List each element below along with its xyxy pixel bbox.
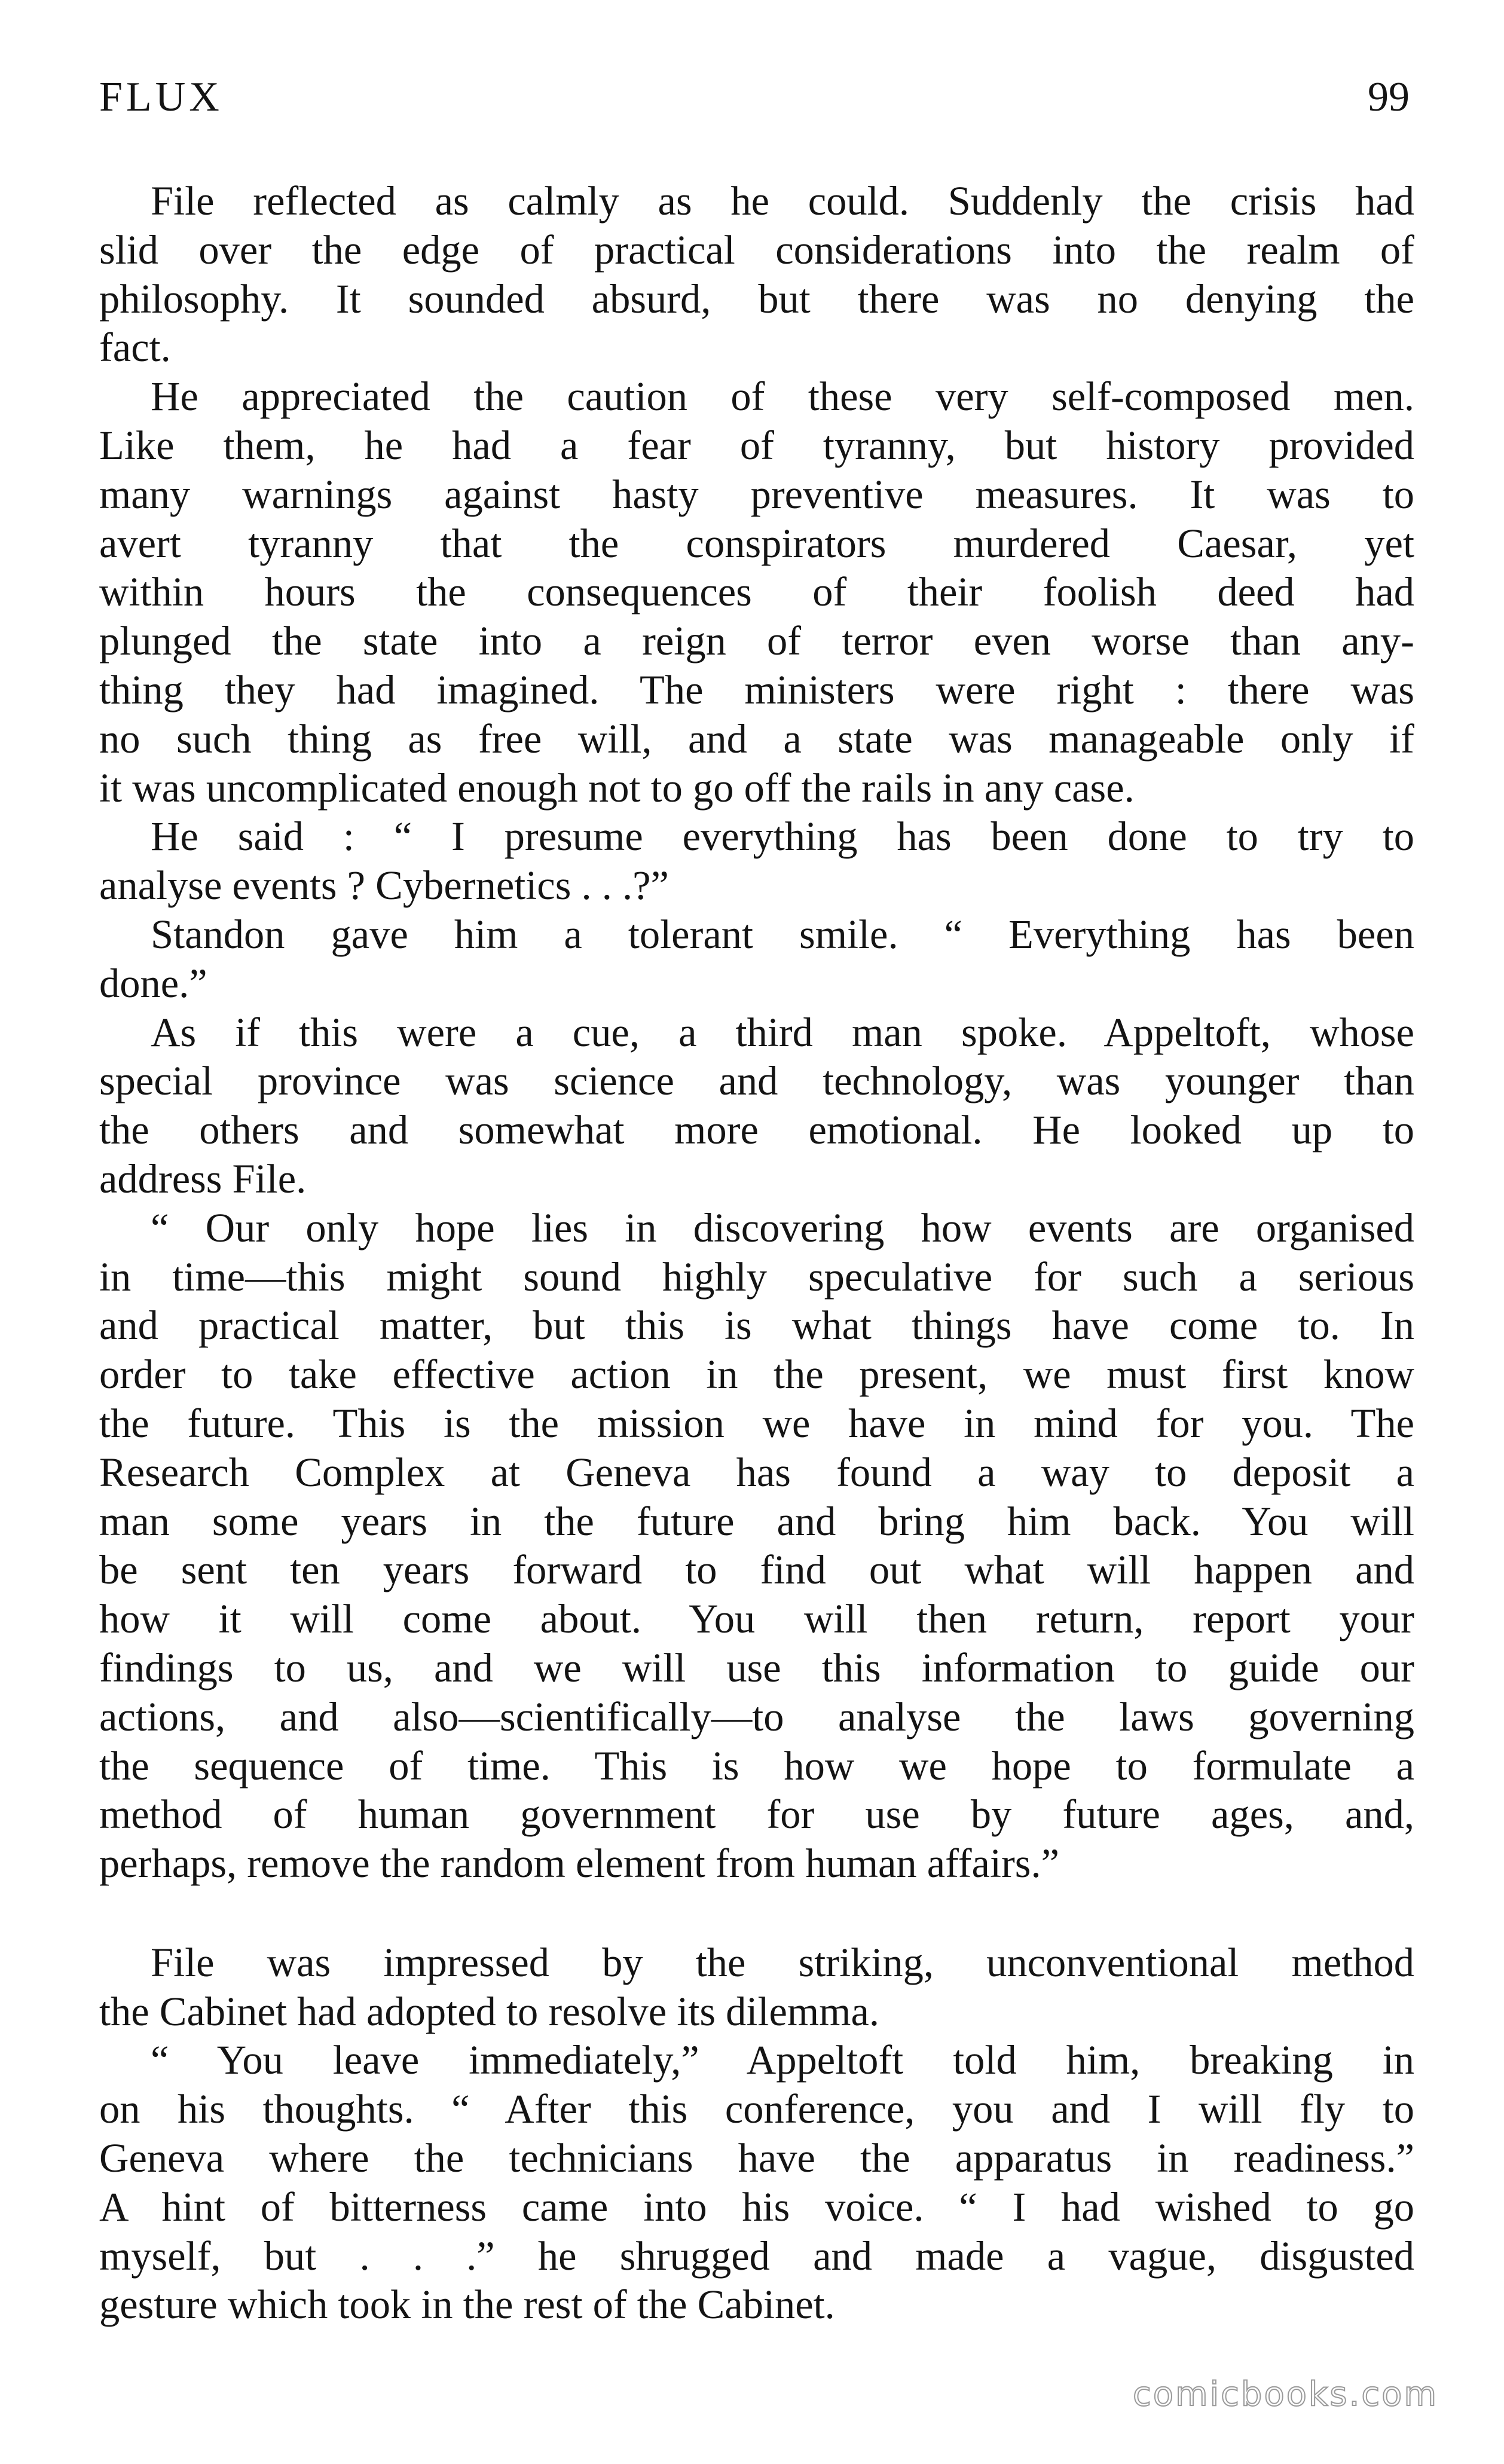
text-line: “ Our only hope lies in discovering how events are organised <box>151 1205 1414 1251</box>
text-line: and practical matter, but this is what things have come to. In <box>99 1303 1414 1349</box>
text-line: slid over the edge of practical considerations into the realm of <box>99 227 1414 273</box>
text-line: thing they had imagined. The ministers were right : there was <box>99 667 1414 713</box>
page-number: 99 <box>1368 74 1410 120</box>
text-line: no such thing as free will, and a state was manageable only if <box>99 716 1414 762</box>
text-line: perhaps, remove the random element from human affairs.” <box>99 1841 1059 1887</box>
text-line: findings to us, and we will use this information to guide our <box>99 1644 1414 1690</box>
text-line: File was impressed by the striking, unconventional method <box>151 1939 1414 1985</box>
text-line: how it will come about. You will then return, report your <box>99 1596 1414 1642</box>
text-line: the future. This is the mission we have in mind for you. The <box>99 1400 1414 1446</box>
section-break <box>99 1888 1414 1939</box>
text-line: in time—this might sound highly speculative for such a serious <box>99 1254 1414 1300</box>
text-line: He appreciated the caution of these very self-composed men. <box>151 374 1414 420</box>
text-line: address File. <box>99 1155 307 1202</box>
text-line: on his thoughts. “ After this conference, you and I will fly to <box>99 2086 1414 2132</box>
text-line: order to take effective action in the present, we must first know <box>99 1352 1414 1398</box>
text-line: plunged the state into a reign of terror even worse than any- <box>99 618 1414 664</box>
watermark-logo: comicbooks.com <box>1132 2375 1438 2414</box>
text-line: philosophy. It sounded absurd, but there was no denying the <box>99 276 1414 322</box>
text-line: the others and somewhat more emotional. He looked up to <box>99 1107 1414 1153</box>
text-line: method of human government for use by future ages, and, <box>99 1792 1414 1838</box>
text-line: avert tyranny that the conspirators murdered Caesar, yet <box>99 520 1414 566</box>
text-line: man some years in the future and bring him back. You will <box>99 1498 1414 1544</box>
text-line: fact. <box>99 325 171 371</box>
text-line: the Cabinet had adopted to resolve its dilemma. <box>99 1988 879 2034</box>
text-line: myself, but . . .” he shrugged and made a vague, disgusted <box>99 2233 1414 2279</box>
text-line: Standon gave him a tolerant smile. “ Everything has been <box>151 911 1414 957</box>
text-line: As if this were a cue, a third man spoke. Appeltoft, whose <box>151 1009 1414 1055</box>
text-line: done.” <box>99 960 207 1006</box>
text-line: it was uncomplicated enough not to go off the rails in any case. <box>99 765 1135 811</box>
text-line: Like them, he had a fear of tyranny, but history provided <box>99 422 1414 468</box>
text-line: the sequence of time. This is how we hope to formulate a <box>99 1742 1414 1789</box>
text-line: be sent ten years forward to find out what will happen and <box>99 1547 1414 1593</box>
body-text <box>99 177 1414 2330</box>
text-line: special province was science and technology, was younger than <box>99 1058 1414 1104</box>
text-line: “ You leave immediately,” Appeltoft told him, breaking in <box>151 2037 1414 2083</box>
text-line: actions, and also—scientifically—to analyse the laws governing <box>99 1693 1414 1740</box>
running-head: FLUX <box>99 74 223 120</box>
text-line: Geneva where the technicians have the apparatus in readiness.” <box>99 2135 1414 2181</box>
text-line: many warnings against hasty preventive measures. It was to <box>99 471 1414 517</box>
text-line: A hint of bitterness came into his voice. “ I had wished to go <box>99 2184 1414 2230</box>
text-line: Research Complex at Geneva has found a way to deposit a <box>99 1449 1414 1495</box>
text-line: within hours the consequences of their foolish deed had <box>99 569 1414 615</box>
text-line: He said : “ I presume everything has been done to try to <box>151 814 1414 860</box>
text-line: analyse events ? Cybernetics . . .?” <box>99 863 669 909</box>
text-line: gesture which took in the rest of the Cabinet. <box>99 2282 835 2328</box>
text-line: File reflected as calmly as he could. Suddenly the crisis had <box>151 178 1414 224</box>
